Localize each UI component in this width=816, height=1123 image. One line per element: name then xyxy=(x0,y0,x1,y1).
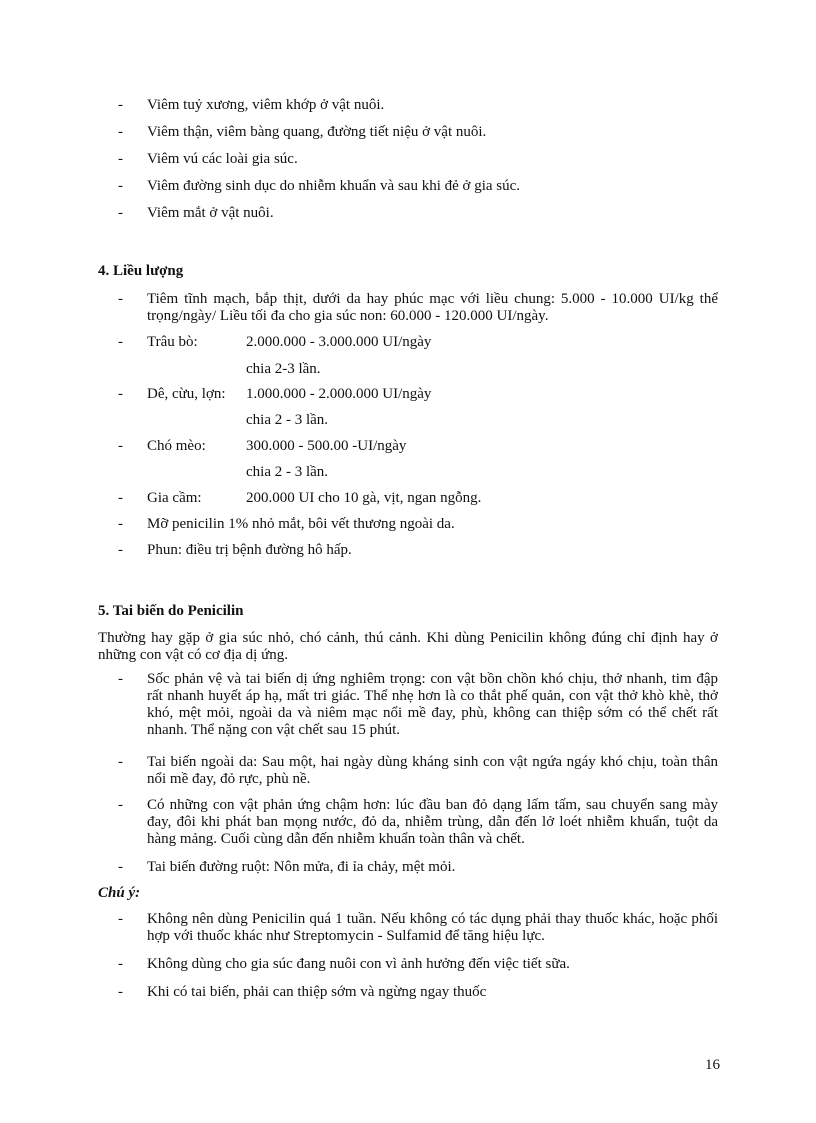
list-item-text: Tai biến đường ruột: Nôn mửa, đi ỉa chảy, mệt mỏi. xyxy=(147,859,456,875)
dose-animal-label: Trâu bò: xyxy=(147,334,198,350)
bullet-dash: - xyxy=(118,97,123,113)
dose-animal-label: Gia cầm: xyxy=(147,490,202,506)
bullet-dash: - xyxy=(118,334,123,350)
dose-frequency: chia 2 - 3 lần. xyxy=(246,464,329,480)
bullet-dash: - xyxy=(118,205,123,221)
dose-animal-label: Dê, cừu, lợn: xyxy=(147,386,226,402)
bullet-dash: - xyxy=(118,984,123,1000)
dose-frequency: chia 2-3 lần. xyxy=(246,361,321,377)
page-number: 16 xyxy=(705,1057,720,1073)
list-item-text: Tai biến ngoài da: Sau một, hai ngày dùng kháng sinh con vật ngứa ngáy khó chịu, toàn thân nổi mề đay, đỏ rực, phù nề. xyxy=(147,754,718,787)
list-item-text: Có những con vật phản ứng chậm hơn: lúc đầu ban đỏ dạng lấm tấm, sau chuyển sang mày đay, đôi khi phát ban mọng nước, đỏ da, nhiễm trùng, dẫn đến lở loét nhiễm khuẩn, tuột da hàng mảng. Cuối cùng dẫn đến nhiễm khuẩn toàn thân và chết. xyxy=(147,797,718,847)
section-heading-dosage: 4. Liều lượng xyxy=(98,263,184,279)
bullet-dash: - xyxy=(118,124,123,140)
bullet-dash: - xyxy=(118,291,123,307)
list-item-text: Viêm thận, viêm bàng quang, đường tiết niệu ở vật nuôi. xyxy=(147,124,487,140)
bullet-dash: - xyxy=(118,542,123,558)
bullet-dash: - xyxy=(118,754,123,770)
bullet-dash: - xyxy=(118,797,123,813)
list-item-text: Sốc phản vệ và tai biến dị ứng nghiêm trọng: con vật bồn chồn khó chịu, thở nhanh, tim đập rất nhanh huyết áp hạ, mất tri giác. Thể nhẹ hơn là co thắt phế quản, con vật thở khò khè, thở khó, mệt mỏi, ngoài da và niêm mạc nổi mề đay, phù, không can thiệp sớm có thể chết rất nhanh. Thể nặng con vật chết sau 15 phút. xyxy=(147,671,718,738)
section-heading-adverse-effects: 5. Tai biến do Penicilin xyxy=(98,603,244,619)
list-item-text: Viêm mắt ở vật nuôi. xyxy=(147,205,274,221)
list-item-text: Không dùng cho gia súc đang nuôi con vì ảnh hưởng đến việc tiết sữa. xyxy=(147,956,570,972)
dose-frequency: chia 2 - 3 lần. xyxy=(246,412,329,428)
bullet-dash: - xyxy=(118,386,123,402)
dose-value: 300.000 - 500.00 -UI/ngày xyxy=(246,438,407,454)
list-item-text: Phun: điều trị bệnh đường hô hấp. xyxy=(147,542,352,558)
bullet-dash: - xyxy=(118,911,123,927)
bullet-dash: - xyxy=(118,516,123,532)
bullet-dash: - xyxy=(118,178,123,194)
dose-value: 2.000.000 - 3.000.000 UI/ngày xyxy=(246,334,432,350)
dose-value: 200.000 UI cho 10 gà, vịt, ngan ngỗng. xyxy=(246,490,482,506)
list-item-text: Khi có tai biến, phải can thiệp sớm và ngừng ngay thuốc xyxy=(147,984,487,1000)
list-item-text: Không nên dùng Penicilin quá 1 tuần. Nếu không có tác dụng phải thay thuốc khác, hoặc phối hợp với thuốc khác như Streptomycin - Sulfamid để tăng hiệu lực. xyxy=(147,911,718,944)
list-item-text: Viêm tuỷ xương, viêm khớp ở vật nuôi. xyxy=(147,97,385,113)
bullet-dash: - xyxy=(118,438,123,454)
bullet-dash: - xyxy=(118,671,123,687)
section-intro-paragraph: Thường hay gặp ở gia súc nhỏ, chó cảnh, thú cảnh. Khi dùng Penicilin không đúng chỉ định hay ở những con vật có cơ địa dị ứng. xyxy=(98,630,718,663)
list-item-text: Viêm vú các loài gia súc. xyxy=(147,151,298,167)
dosage-general-text: Tiêm tĩnh mạch, bắp thịt, dưới da hay phúc mạc với liều chung: 5.000 - 10.000 UI/kg thể trọng/ngày/ Liều tối đa cho gia súc non: 60.000 - 120.000 UI/ngày. xyxy=(147,291,718,324)
bullet-dash: - xyxy=(118,859,123,875)
bullet-dash: - xyxy=(118,490,123,506)
list-item-text: Mỡ penicilin 1% nhỏ mắt, bôi vết thương ngoài da. xyxy=(147,516,455,532)
list-item-text: Viêm đường sinh dục do nhiễm khuẩn và sau khi đẻ ở gia súc. xyxy=(147,178,521,194)
bullet-dash: - xyxy=(118,956,123,972)
bullet-dash: - xyxy=(118,151,123,167)
dose-value: 1.000.000 - 2.000.000 UI/ngày xyxy=(246,386,432,402)
note-heading: Chú ý: xyxy=(98,885,141,901)
dose-animal-label: Chó mèo: xyxy=(147,438,206,454)
